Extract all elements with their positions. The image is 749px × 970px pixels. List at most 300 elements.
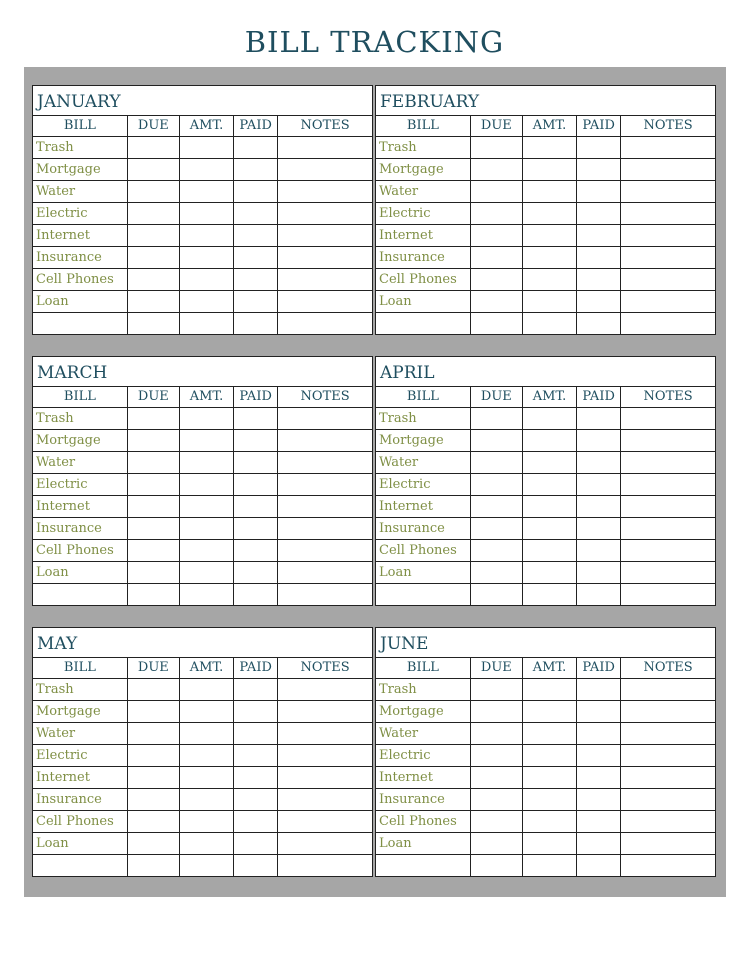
entry-cell[interactable] bbox=[522, 678, 576, 700]
column-header: PAID bbox=[234, 387, 278, 407]
entry-cell[interactable] bbox=[179, 290, 233, 312]
bill-name: Cell Phones bbox=[376, 268, 470, 290]
entry-cell[interactable] bbox=[621, 678, 715, 700]
entry-cell[interactable] bbox=[127, 700, 179, 722]
entry-cell[interactable] bbox=[234, 268, 278, 290]
entry-cell[interactable] bbox=[522, 832, 576, 854]
entry-cell[interactable] bbox=[522, 517, 576, 539]
entry-cell[interactable] bbox=[127, 451, 179, 473]
bill-name bbox=[33, 583, 127, 605]
entry-cell[interactable] bbox=[278, 202, 372, 224]
entry-cell[interactable] bbox=[522, 180, 576, 202]
entry-cell[interactable] bbox=[278, 429, 372, 451]
entry-cell[interactable] bbox=[234, 136, 278, 158]
entry-cell[interactable] bbox=[127, 473, 179, 495]
entry-cell[interactable] bbox=[470, 246, 522, 268]
entry-cell[interactable] bbox=[621, 180, 715, 202]
column-header: DUE bbox=[127, 387, 179, 407]
entry-cell[interactable] bbox=[621, 290, 715, 312]
entry-cell[interactable] bbox=[179, 561, 233, 583]
entry-cell[interactable] bbox=[470, 678, 522, 700]
entry-cell[interactable] bbox=[234, 180, 278, 202]
entry-cell[interactable] bbox=[577, 429, 621, 451]
entry-cell[interactable] bbox=[522, 495, 576, 517]
entry-cell[interactable] bbox=[234, 810, 278, 832]
entry-cell[interactable] bbox=[234, 583, 278, 605]
entry-cell[interactable] bbox=[127, 312, 179, 334]
table-row bbox=[376, 722, 715, 744]
entry-cell[interactable] bbox=[127, 678, 179, 700]
entry-cell[interactable] bbox=[522, 766, 576, 788]
bill-name: Electric bbox=[33, 744, 127, 766]
bill-name: Mortgage bbox=[33, 429, 127, 451]
month-name: MARCH bbox=[33, 357, 372, 387]
entry-cell[interactable] bbox=[470, 224, 522, 246]
entry-cell[interactable] bbox=[522, 268, 576, 290]
bill-name: Electric bbox=[376, 473, 470, 495]
table-row bbox=[33, 495, 372, 517]
entry-cell[interactable] bbox=[179, 246, 233, 268]
entry-cell[interactable] bbox=[577, 158, 621, 180]
entry-cell[interactable] bbox=[127, 788, 179, 810]
entry-cell[interactable] bbox=[127, 561, 179, 583]
entry-cell[interactable] bbox=[234, 722, 278, 744]
entry-cell[interactable] bbox=[278, 158, 372, 180]
entry-cell[interactable] bbox=[278, 473, 372, 495]
column-header: DUE bbox=[470, 387, 522, 407]
entry-cell[interactable] bbox=[522, 583, 576, 605]
entry-cell[interactable] bbox=[621, 158, 715, 180]
entry-cell[interactable] bbox=[621, 744, 715, 766]
entry-cell[interactable] bbox=[577, 268, 621, 290]
bill-name: Trash bbox=[376, 407, 470, 429]
table-row bbox=[33, 744, 372, 766]
entry-cell[interactable] bbox=[234, 473, 278, 495]
entry-cell[interactable] bbox=[522, 810, 576, 832]
entry-cell[interactable] bbox=[522, 539, 576, 561]
table-row bbox=[376, 832, 715, 854]
entry-cell[interactable] bbox=[470, 429, 522, 451]
entry-cell[interactable] bbox=[470, 700, 522, 722]
entry-cell[interactable] bbox=[522, 854, 576, 876]
entry-cell[interactable] bbox=[522, 451, 576, 473]
entry-cell[interactable] bbox=[621, 854, 715, 876]
entry-cell[interactable] bbox=[234, 312, 278, 334]
page-title: BILL TRACKING bbox=[244, 25, 505, 59]
entry-cell[interactable] bbox=[470, 583, 522, 605]
entry-cell[interactable] bbox=[278, 810, 372, 832]
entry-cell[interactable] bbox=[621, 451, 715, 473]
entry-cell[interactable] bbox=[621, 517, 715, 539]
entry-cell[interactable] bbox=[621, 136, 715, 158]
bill-name: Insurance bbox=[33, 517, 127, 539]
entry-cell[interactable] bbox=[234, 290, 278, 312]
entry-cell[interactable] bbox=[179, 810, 233, 832]
entry-cell[interactable] bbox=[577, 312, 621, 334]
entry-cell[interactable] bbox=[278, 451, 372, 473]
entry-cell[interactable] bbox=[278, 832, 372, 854]
entry-cell[interactable] bbox=[127, 429, 179, 451]
entry-cell[interactable] bbox=[127, 539, 179, 561]
entry-cell[interactable] bbox=[522, 561, 576, 583]
entry-cell[interactable] bbox=[278, 290, 372, 312]
entry-cell[interactable] bbox=[179, 495, 233, 517]
entry-cell[interactable] bbox=[621, 202, 715, 224]
entry-cell[interactable] bbox=[179, 678, 233, 700]
entry-cell[interactable] bbox=[127, 268, 179, 290]
entry-cell[interactable] bbox=[127, 202, 179, 224]
entry-cell[interactable] bbox=[522, 429, 576, 451]
entry-cell[interactable] bbox=[621, 810, 715, 832]
table-row bbox=[33, 158, 372, 180]
entry-cell[interactable] bbox=[127, 854, 179, 876]
bill-name bbox=[33, 312, 127, 334]
bill-name: Trash bbox=[376, 136, 470, 158]
table-row bbox=[33, 451, 372, 473]
bill-name: Water bbox=[376, 722, 470, 744]
entry-cell[interactable] bbox=[127, 722, 179, 744]
table-row bbox=[376, 158, 715, 180]
entry-cell[interactable] bbox=[278, 678, 372, 700]
entry-cell[interactable] bbox=[621, 473, 715, 495]
entry-cell[interactable] bbox=[522, 788, 576, 810]
entry-cell[interactable] bbox=[621, 561, 715, 583]
table-row bbox=[33, 561, 372, 583]
entry-cell[interactable] bbox=[621, 583, 715, 605]
entry-cell[interactable] bbox=[179, 202, 233, 224]
table-row bbox=[33, 180, 372, 202]
entry-cell[interactable] bbox=[470, 766, 522, 788]
entry-cell[interactable] bbox=[234, 854, 278, 876]
bill-name: Electric bbox=[376, 202, 470, 224]
entry-cell[interactable] bbox=[577, 473, 621, 495]
entry-cell[interactable] bbox=[470, 312, 522, 334]
table-row bbox=[376, 583, 715, 605]
entry-cell[interactable] bbox=[621, 539, 715, 561]
entry-cell[interactable] bbox=[577, 517, 621, 539]
entry-cell[interactable] bbox=[127, 495, 179, 517]
entry-cell[interactable] bbox=[234, 202, 278, 224]
entry-cell[interactable] bbox=[522, 312, 576, 334]
column-header: NOTES bbox=[621, 387, 715, 407]
bill-name: Loan bbox=[376, 290, 470, 312]
table-row bbox=[33, 678, 372, 700]
entry-cell[interactable] bbox=[278, 854, 372, 876]
entry-cell[interactable] bbox=[127, 810, 179, 832]
entry-cell[interactable] bbox=[278, 539, 372, 561]
entry-cell[interactable] bbox=[470, 517, 522, 539]
entry-cell[interactable] bbox=[234, 451, 278, 473]
entry-cell[interactable] bbox=[278, 517, 372, 539]
entry-cell[interactable] bbox=[278, 788, 372, 810]
entry-cell[interactable] bbox=[470, 290, 522, 312]
bill-name: Electric bbox=[33, 473, 127, 495]
entry-cell[interactable] bbox=[127, 407, 179, 429]
column-header: PAID bbox=[577, 116, 621, 136]
entry-cell[interactable] bbox=[179, 312, 233, 334]
entry-cell[interactable] bbox=[470, 539, 522, 561]
entry-cell[interactable] bbox=[278, 700, 372, 722]
entry-cell[interactable] bbox=[234, 832, 278, 854]
bill-name: Cell Phones bbox=[376, 810, 470, 832]
entry-cell[interactable] bbox=[127, 583, 179, 605]
entry-cell[interactable] bbox=[278, 744, 372, 766]
entry-cell[interactable] bbox=[577, 246, 621, 268]
entry-cell[interactable] bbox=[179, 744, 233, 766]
entry-cell[interactable] bbox=[179, 722, 233, 744]
entry-cell[interactable] bbox=[577, 407, 621, 429]
entry-cell[interactable] bbox=[179, 700, 233, 722]
entry-cell[interactable] bbox=[278, 722, 372, 744]
entry-cell[interactable] bbox=[278, 495, 372, 517]
column-header: NOTES bbox=[278, 387, 372, 407]
entry-cell[interactable] bbox=[234, 517, 278, 539]
table-row bbox=[33, 246, 372, 268]
month-name: JANUARY bbox=[33, 86, 372, 116]
entry-cell[interactable] bbox=[179, 517, 233, 539]
entry-cell[interactable] bbox=[234, 744, 278, 766]
entry-cell[interactable] bbox=[278, 224, 372, 246]
table-row bbox=[33, 407, 372, 429]
month-name: MAY bbox=[33, 628, 372, 658]
entry-cell[interactable] bbox=[470, 722, 522, 744]
entry-cell[interactable] bbox=[522, 722, 576, 744]
table-row bbox=[376, 744, 715, 766]
column-header: DUE bbox=[470, 658, 522, 678]
bill-name: Water bbox=[376, 180, 470, 202]
entry-cell[interactable] bbox=[278, 268, 372, 290]
bill-name: Water bbox=[376, 451, 470, 473]
entry-cell[interactable] bbox=[234, 788, 278, 810]
entry-cell[interactable] bbox=[179, 180, 233, 202]
column-header: BILL bbox=[33, 116, 127, 136]
entry-cell[interactable] bbox=[278, 312, 372, 334]
entry-cell[interactable] bbox=[234, 678, 278, 700]
entry-cell[interactable] bbox=[234, 495, 278, 517]
entry-cell[interactable] bbox=[179, 583, 233, 605]
entry-cell[interactable] bbox=[127, 766, 179, 788]
entry-cell[interactable] bbox=[278, 561, 372, 583]
column-header: AMT. bbox=[179, 658, 233, 678]
entry-cell[interactable] bbox=[522, 136, 576, 158]
column-header: BILL bbox=[376, 116, 470, 136]
entry-cell[interactable] bbox=[278, 180, 372, 202]
entry-cell[interactable] bbox=[234, 561, 278, 583]
entry-cell[interactable] bbox=[470, 473, 522, 495]
entry-cell[interactable] bbox=[470, 810, 522, 832]
table-row bbox=[376, 517, 715, 539]
entry-cell[interactable] bbox=[522, 158, 576, 180]
entry-cell[interactable] bbox=[278, 766, 372, 788]
entry-cell[interactable] bbox=[470, 451, 522, 473]
entry-cell[interactable] bbox=[577, 700, 621, 722]
entry-cell[interactable] bbox=[179, 158, 233, 180]
entry-cell[interactable] bbox=[470, 136, 522, 158]
entry-cell[interactable] bbox=[127, 744, 179, 766]
entry-cell[interactable] bbox=[179, 224, 233, 246]
entry-cell[interactable] bbox=[621, 246, 715, 268]
bill-name: Water bbox=[33, 180, 127, 202]
entry-cell[interactable] bbox=[577, 810, 621, 832]
month-table-2 bbox=[32, 356, 373, 606]
entry-cell[interactable] bbox=[470, 407, 522, 429]
entry-cell[interactable] bbox=[234, 766, 278, 788]
entry-cell[interactable] bbox=[470, 561, 522, 583]
column-header: PAID bbox=[577, 387, 621, 407]
entry-cell[interactable] bbox=[470, 788, 522, 810]
entry-cell[interactable] bbox=[234, 158, 278, 180]
entry-cell[interactable] bbox=[522, 744, 576, 766]
month-table-5 bbox=[375, 627, 716, 877]
entry-cell[interactable] bbox=[577, 722, 621, 744]
entry-cell[interactable] bbox=[278, 246, 372, 268]
entry-cell[interactable] bbox=[522, 224, 576, 246]
entry-cell[interactable] bbox=[577, 180, 621, 202]
bill-name: Loan bbox=[33, 832, 127, 854]
table-row bbox=[376, 202, 715, 224]
entry-cell[interactable] bbox=[577, 495, 621, 517]
entry-cell[interactable] bbox=[127, 158, 179, 180]
entry-cell[interactable] bbox=[522, 407, 576, 429]
entry-cell[interactable] bbox=[179, 268, 233, 290]
month-table-4 bbox=[32, 627, 373, 877]
column-header: PAID bbox=[234, 116, 278, 136]
entry-cell[interactable] bbox=[234, 224, 278, 246]
entry-cell[interactable] bbox=[470, 854, 522, 876]
entry-cell[interactable] bbox=[522, 290, 576, 312]
entry-cell[interactable] bbox=[621, 722, 715, 744]
table-row bbox=[376, 810, 715, 832]
table-row bbox=[33, 810, 372, 832]
table-row bbox=[33, 766, 372, 788]
entry-cell[interactable] bbox=[577, 290, 621, 312]
column-header: BILL bbox=[33, 387, 127, 407]
entry-cell[interactable] bbox=[621, 832, 715, 854]
entry-cell[interactable] bbox=[522, 473, 576, 495]
entry-cell[interactable] bbox=[127, 180, 179, 202]
entry-cell[interactable] bbox=[577, 224, 621, 246]
entry-cell[interactable] bbox=[470, 495, 522, 517]
entry-cell[interactable] bbox=[522, 202, 576, 224]
entry-cell[interactable] bbox=[621, 224, 715, 246]
bill-name: Loan bbox=[33, 290, 127, 312]
entry-cell[interactable] bbox=[470, 832, 522, 854]
entry-cell[interactable] bbox=[470, 202, 522, 224]
entry-cell[interactable] bbox=[127, 517, 179, 539]
entry-cell[interactable] bbox=[577, 678, 621, 700]
entry-cell[interactable] bbox=[179, 429, 233, 451]
entry-cell[interactable] bbox=[577, 766, 621, 788]
entry-cell[interactable] bbox=[621, 312, 715, 334]
entry-cell[interactable] bbox=[179, 788, 233, 810]
table-row bbox=[376, 854, 715, 876]
table-row bbox=[376, 473, 715, 495]
entry-cell[interactable] bbox=[179, 407, 233, 429]
entry-cell[interactable] bbox=[179, 473, 233, 495]
entry-cell[interactable] bbox=[522, 700, 576, 722]
entry-cell[interactable] bbox=[179, 854, 233, 876]
entry-cell[interactable] bbox=[278, 583, 372, 605]
entry-cell[interactable] bbox=[621, 788, 715, 810]
bill-name: Electric bbox=[376, 744, 470, 766]
bill-name: Trash bbox=[33, 407, 127, 429]
entry-cell[interactable] bbox=[577, 854, 621, 876]
bill-table bbox=[376, 658, 715, 876]
entry-cell[interactable] bbox=[179, 136, 233, 158]
entry-cell[interactable] bbox=[234, 407, 278, 429]
entry-cell[interactable] bbox=[127, 832, 179, 854]
entry-cell[interactable] bbox=[577, 744, 621, 766]
month-table-3 bbox=[375, 356, 716, 606]
entry-cell[interactable] bbox=[577, 832, 621, 854]
bill-name: Insurance bbox=[376, 788, 470, 810]
entry-cell[interactable] bbox=[470, 268, 522, 290]
entry-cell[interactable] bbox=[621, 407, 715, 429]
bill-name: Insurance bbox=[33, 246, 127, 268]
column-header: NOTES bbox=[278, 658, 372, 678]
column-header: PAID bbox=[577, 658, 621, 678]
entry-cell[interactable] bbox=[127, 290, 179, 312]
entry-cell[interactable] bbox=[234, 246, 278, 268]
entry-cell[interactable] bbox=[127, 136, 179, 158]
entry-cell[interactable] bbox=[577, 136, 621, 158]
column-header: BILL bbox=[376, 658, 470, 678]
tracker-frame bbox=[24, 67, 726, 897]
entry-cell[interactable] bbox=[577, 788, 621, 810]
bill-name: Cell Phones bbox=[33, 539, 127, 561]
table-row bbox=[376, 407, 715, 429]
bill-name: Cell Phones bbox=[376, 539, 470, 561]
table-row bbox=[33, 136, 372, 158]
entry-cell[interactable] bbox=[278, 407, 372, 429]
table-row bbox=[376, 678, 715, 700]
bill-name: Insurance bbox=[376, 517, 470, 539]
entry-cell[interactable] bbox=[179, 766, 233, 788]
column-header: PAID bbox=[234, 658, 278, 678]
entry-cell[interactable] bbox=[621, 268, 715, 290]
entry-cell[interactable] bbox=[577, 451, 621, 473]
entry-cell[interactable] bbox=[234, 539, 278, 561]
entry-cell[interactable] bbox=[577, 583, 621, 605]
entry-cell[interactable] bbox=[234, 429, 278, 451]
entry-cell[interactable] bbox=[278, 136, 372, 158]
entry-cell[interactable] bbox=[179, 832, 233, 854]
entry-cell[interactable] bbox=[577, 539, 621, 561]
table-row bbox=[33, 290, 372, 312]
entry-cell[interactable] bbox=[621, 429, 715, 451]
entry-cell[interactable] bbox=[577, 202, 621, 224]
entry-cell[interactable] bbox=[470, 158, 522, 180]
column-header: AMT. bbox=[522, 116, 576, 136]
entry-cell[interactable] bbox=[127, 224, 179, 246]
entry-cell[interactable] bbox=[470, 744, 522, 766]
entry-cell[interactable] bbox=[127, 246, 179, 268]
entry-cell[interactable] bbox=[522, 246, 576, 268]
entry-cell[interactable] bbox=[577, 561, 621, 583]
entry-cell[interactable] bbox=[470, 180, 522, 202]
entry-cell[interactable] bbox=[179, 539, 233, 561]
entry-cell[interactable] bbox=[621, 700, 715, 722]
bill-table bbox=[33, 116, 372, 334]
entry-cell[interactable] bbox=[234, 700, 278, 722]
month-name: FEBRUARY bbox=[376, 86, 715, 116]
entry-cell[interactable] bbox=[179, 451, 233, 473]
bill-name: Cell Phones bbox=[33, 268, 127, 290]
table-row bbox=[376, 429, 715, 451]
month-table-0 bbox=[32, 85, 373, 335]
entry-cell[interactable] bbox=[621, 766, 715, 788]
entry-cell[interactable] bbox=[621, 495, 715, 517]
